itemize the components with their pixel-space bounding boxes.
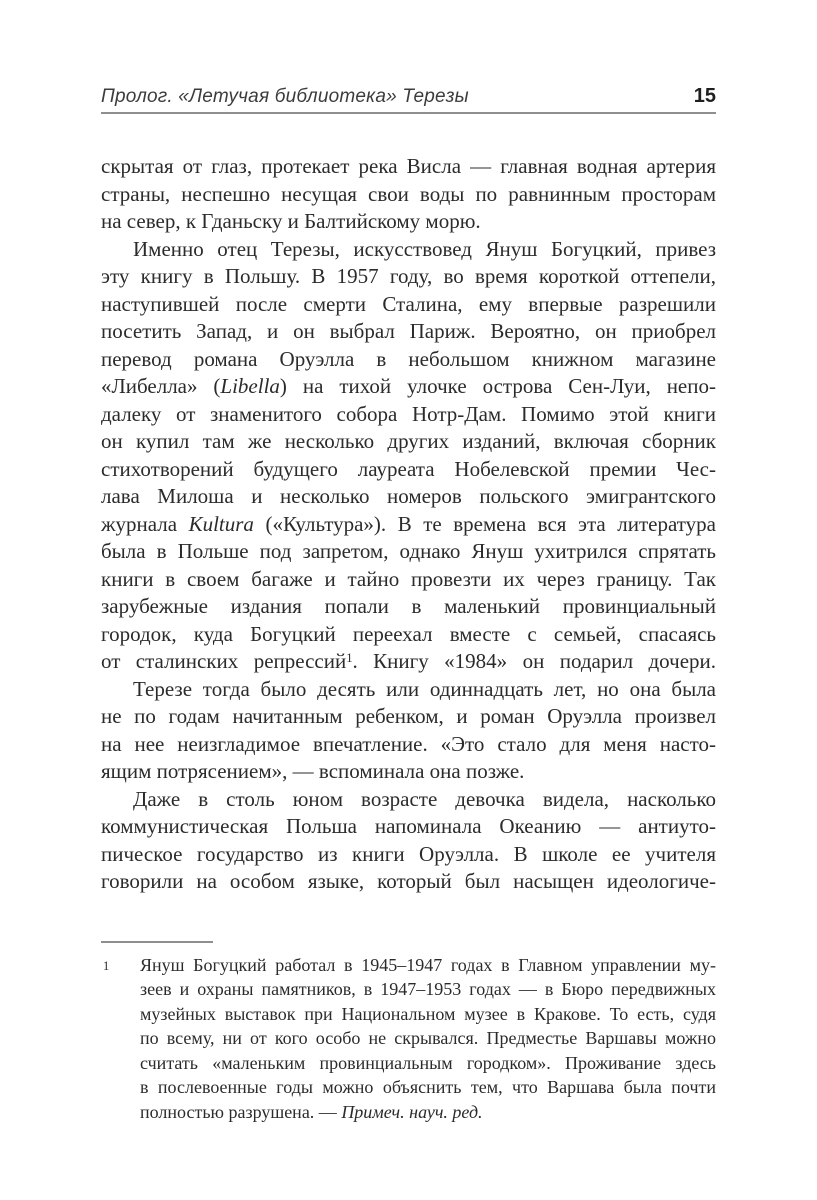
text-segment: зеев и охраны памятников, в 1947–1953 годах — в Бюро передвижных (140, 979, 716, 999)
footnote-text-line (140, 977, 716, 1002)
body-text-line (101, 511, 716, 539)
footnote (101, 941, 716, 1125)
body-text-line (101, 593, 716, 621)
body-text-line (101, 346, 716, 374)
footnote-separator-rule (101, 941, 213, 943)
body-text-line (101, 483, 716, 511)
body-text-line (101, 731, 716, 759)
text-segment: на север, к Гданьску и Балтийскому морю. (101, 209, 481, 233)
text-segment: была в Польше под запретом, однако Януш ухитрился спрятать (101, 539, 716, 563)
text-segment: книги в своем багаже и тайно провезти их через границу. Так (101, 566, 716, 591)
text-segment: Терезе тогда было десять или одиннадцать лет, но она была (133, 676, 716, 701)
text-segment: Даже в столь юном возрасте девочка видела, насколько (133, 786, 716, 811)
body-text-line (101, 786, 716, 814)
body-text-line (101, 648, 716, 676)
text-segment: эту книгу в Польшу. В 1957 году, во время короткой оттепели, (101, 264, 716, 288)
body-text-line (101, 566, 716, 594)
running-header (101, 85, 716, 114)
text-segment: пическое государство из книги Оруэлла. В школе ее учителя (101, 841, 716, 866)
text-segment: полностью разрушена. — (140, 1101, 342, 1122)
body-text-line (101, 263, 716, 291)
body-text-line (101, 676, 716, 704)
footnote-text-line (140, 953, 716, 978)
body-text-line (101, 236, 716, 264)
running-header-title: Пролог. «Летучая библиотека» Терезы (101, 86, 469, 107)
text-segment: Януш Богуцкий работал в 1945–1947 годах в Главном управлении му- (140, 954, 716, 975)
text-segment: скрытая от глаз, протекает река Висла — главная водная артерия (101, 154, 716, 178)
footnote-text-line (140, 1100, 716, 1125)
text-segment: . Книгу «1984» он подарил дочери. (352, 649, 716, 673)
body-text-line (101, 208, 716, 236)
body-text-line (101, 291, 716, 319)
footnote-text-line (140, 1026, 716, 1051)
text-segment: городок, куда Богуцкий переехал вместе с семьей, спасаясь (101, 621, 716, 646)
text-segment: («Культура»). В те времена вся эта литература (253, 511, 716, 536)
text-segment: посетить Запад, и он выбрал Париж. Вероятно, он приобрел (101, 319, 716, 343)
footnote-text (101, 953, 716, 1125)
body-text-line (101, 318, 716, 346)
text-segment: на нее неизгладимое впечатление. «Это стало для меня насто- (101, 731, 716, 756)
text-segment: лава Милоша и несколько номеров польского эмигрантского (101, 484, 716, 508)
body-text-line (101, 621, 716, 649)
body-text-line (101, 373, 716, 401)
body-text-line (101, 758, 716, 786)
text-segment: не по годам начитанным ребенком, и роман Оруэлла произвел (101, 704, 716, 728)
footnote-text-line (140, 1075, 716, 1100)
text-segment: от сталинских репрессий (101, 649, 347, 673)
body-text (101, 153, 716, 896)
text-segment: ящим потрясением», — вспоминала она позже. (101, 759, 525, 783)
body-text-line (101, 153, 716, 181)
footnote-text-line (140, 1051, 716, 1076)
text-segment: перевод романа Оруэлла в небольшом книжном магазине (101, 346, 716, 371)
text-segment: зарубежные издания попали в маленький провинциальный (101, 594, 716, 618)
italic-text: Libella (220, 374, 280, 398)
text-segment: далеку от знаменитого собора Нотр-Дам. Помимо этой книги (101, 401, 716, 426)
text-segment: считать «маленьким провинциальным городком». Проживание здесь (140, 1052, 716, 1073)
text-segment: в послевоенные годы можно объяснить тем, что Варшава была почти (140, 1077, 716, 1097)
text-segment: страны, неспешно несущая свои воды по равнинным просторам (101, 181, 716, 206)
text-segment: по всему, ни от кого особо не скрывался. Предместье Варшавы можно (140, 1028, 716, 1048)
footnote-marker: 1 (103, 958, 110, 973)
text-segment: музейных выставок при Национальном музее в Кракове. То есть, судя (140, 1003, 716, 1024)
footnote-ref: 1 (346, 651, 353, 666)
text-segment: «Либелла» ( (101, 374, 221, 398)
text-segment: стихотворений будущего лауреата Нобелевской премии Чес- (101, 456, 716, 481)
body-text-line (101, 181, 716, 209)
text-segment: коммунистическая Польша напоминала Океанию — антиуто- (101, 814, 716, 838)
text-segment: он купил там же несколько других изданий, включая сборник (101, 429, 716, 453)
text-segment: наступившей после смерти Сталина, ему впервые разрешили (101, 291, 716, 316)
body-text-line (101, 401, 716, 429)
body-text-line (101, 703, 716, 731)
footnote-text-line (140, 1002, 716, 1027)
text-segment: говорили на особом языке, который был насыщен идеологиче- (101, 869, 716, 893)
body-text-line (101, 456, 716, 484)
text-segment: Именно отец Терезы, искусствовед Януш Богуцкий, привез (133, 236, 716, 261)
body-text-line (101, 841, 716, 869)
body-text-line (101, 813, 716, 841)
page-number: 15 (693, 85, 716, 107)
body-text-line (101, 538, 716, 566)
body-text-line (101, 868, 716, 896)
text-segment: журнала (101, 511, 189, 536)
italic-text: Примеч. науч. ред. (341, 1101, 483, 1122)
text-segment: ) на тихой улочке острова Сен-Луи, непо- (279, 374, 716, 398)
italic-text: Kultura (188, 511, 254, 536)
body-text-line (101, 428, 716, 456)
